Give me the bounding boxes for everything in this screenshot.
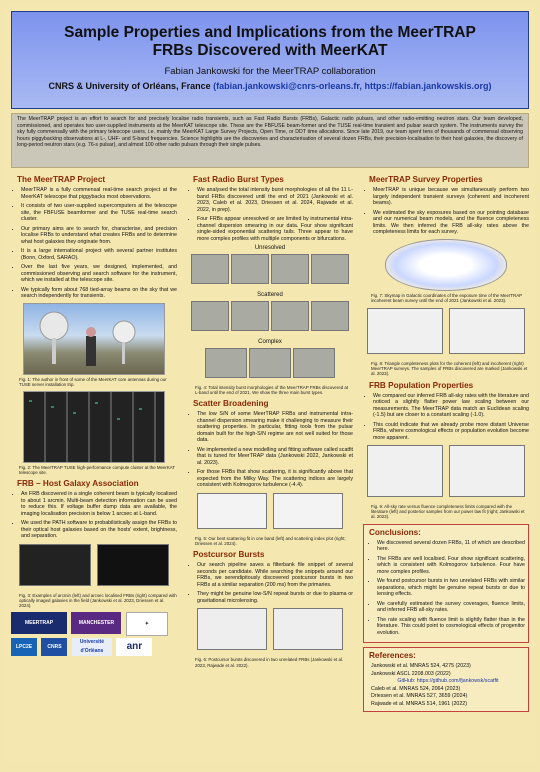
anr-logo: anr [116,638,152,656]
scatter-list [187,411,353,489]
reference-item: Driessen et al. MNRAS 527, 3659 (2024) [371,693,468,700]
postcursor-heading: Postcursor Bursts [193,550,265,560]
author-line: Fabian Jankowski for the MeerTRAP collaboration [164,66,376,77]
abstract: The MeerTRAP project is an effort to search for and precisely localise radio transients, such as Fast Radio Bursts (FRBs), Galactic radio pulsars, and other radio-emitting neutron stars. Our team developed, commissioned, and operates two user-supplied instruments at the MeerKAT telescope site. These are the FBFUSE beam-former and the TUSE real-time transient and pulsar search system. The instruments survey the sky fully commensally with the primary telescope users, i.e. mainly the MeerKAT Large Survey Projects, Open Time, or DDT time allocations. Since late 2019, our team spent tens of thousands of commensal observing hours piggybacking observations at L-, UHF- and S-band frequencies. Science highlights are the discoveries and characterisation of several dozen FRBs, their precision-localisation to their host galaxies, the discovery of long-period neutron stars (e.g. 76-s pulsar), and almost 100 other radio pulsars through their single pulses. [11,113,529,168]
fig5-panels [187,492,353,535]
fig3-arcmin-image [19,544,91,586]
fig7-skymap [385,239,507,291]
burst-panel [231,254,269,284]
postcursor-plot [197,608,267,650]
github-link[interactable]: GitHub: https://github.com/fjankowsk/scatfit [397,678,499,685]
title-line-2: FRBs Discovered with MeerKAT [152,42,388,59]
scatter-heading: Scatter Broadening [193,399,269,409]
list-item: • We analysed the total intensity burst morphologies of all the 11 L-band FRBs discovered until the end of 2021 (Jankowski et al. 2023, Caleb et al. 2023, Driessen et al. 2024, Rajwade et al. 2022, in prep). [197,187,353,213]
affiliation: CNRS & University of Orléans, France [48,81,211,91]
poster [5,5,535,762]
conclusions-box [363,524,529,644]
list-item: • This could indicate that we already probe more distant Universe FRBs, where cosmological effects or population evolution become more apparent. [373,422,529,442]
fig1-antennas-photo [23,303,165,375]
fig5-caption: Fig. 5: Our best scattering fit in one band (left) and scattering index plot (right; Driessen et al. 2024). [195,535,346,547]
burst-panel [191,301,229,331]
manchester-logo: MANCHESTER [71,612,121,634]
reference-item: Jankowski et al. MNRAS 524, 4275 (2023) [371,663,471,670]
coherent-triangle-plot [367,308,443,354]
list-item: • We estimated the sky exposures based on our pointing database and our numerical beam models, and the fluence completeness limits. We then inferred the FRB all-sky rates above the completeness limits for each survey. [373,210,529,236]
references-box [363,647,529,712]
poster-title [12,24,528,60]
meertrap-logo: MEERTRAP [11,612,67,634]
poster-header [11,11,529,109]
complex-label: Complex [258,339,282,345]
fig2-cluster-photo [23,391,165,463]
scattered-panels [187,300,353,337]
complex-panels [187,347,353,384]
host-heading: FRB – Host Galaxy Association [17,479,139,489]
burst-panel [271,254,309,284]
fig8-caption: Fig. 8: Triangle completeness plots for the coherent (left) and incoherent (right) MeerTRAP surveys. The samples of FRBs discovered are marked (Jankowski et al. 2023). [371,360,528,377]
csic-logo: ✦ [126,612,168,636]
orleans-logo: Université d'Orléans [72,638,112,656]
survey-list [363,187,529,236]
burst-panel [205,348,247,378]
reference-item: Caleb et al. MNRAS 524, 2064 (2023) [371,685,461,692]
incoherent-triangle-plot [449,308,525,354]
fig8-panels [363,307,529,360]
burst-panel [191,254,229,284]
antenna-icon [24,304,164,374]
population-heading: FRB Population Properties [369,380,474,390]
fig3-arcsec-image [97,544,169,586]
burst-panel [231,301,269,331]
references-heading: References: [369,651,416,661]
title-line-1: Sample Properties and Implications from the MeerTRAP [64,24,476,41]
list-item: • We discovered several dozen FRBs, 11 of which are described here. [377,540,525,553]
host-list [11,491,177,540]
scattering-fit-plot [197,493,267,529]
cnrs-logo: CNRS [41,638,67,656]
list-item: • We carefully estimated the survey coverages, fluence limits, and inferred FRB all-sky rates. [377,601,525,614]
fig3-caption: Fig. 3: Examples of arcmin (left) and arcsec localised FRBs (right) compared with optically imaged galaxies in the field (Jankowski et al. 2023, Driessen et al. 2024). [19,592,177,609]
reference-item: Jankowski ASCL 2208.003 (2022) [371,670,451,677]
scattered-label: Scattered [257,292,283,298]
meertrap-heading: The MeerTRAP Project [17,175,106,184]
burst-types-list [187,187,353,242]
website-link[interactable]: https://fabian.jankowskis.org) [364,81,492,91]
fig4-caption: Fig. 4: Total intensity burst morphologies of the MeerTRAP FRBs discovered at L-band until the end of 2021. We show the three main burst types. [195,385,349,396]
posterior-corner-plot [449,445,525,497]
list-item: • The FRBs are well localised. Four show significant scattering, which is consistent with Kolmogorov turbulence. Four have more complex profiles. [377,556,525,576]
burst-types-heading: Fast Radio Burst Types [193,175,284,184]
fig6-panels [187,607,353,656]
conclusions-heading: Conclusions: [369,527,421,537]
fig9-panels [363,444,529,503]
fig2-caption: Fig. 2: The MeerTRAP TUSE high-performance compute cluster at the MeerKAT telescope site. [19,464,176,476]
postcursor-list [187,562,353,604]
burst-panel [271,301,309,331]
reference-item: Rajwade et al. MNRAS 514, 1961 (2022) [371,700,467,707]
list-item: • We implemented a new modelling and fitting software called scatfit that is tuned for MeerTRAP data (Jankowski 2022, Jankowski et al. 2023). [197,447,353,467]
population-list [363,393,529,442]
column-2 [187,175,353,672]
list-item: • The rate scaling with fluence limit is slightly flatter than in the literature. This could point to cosmological effects of progenitor evolution. [377,617,525,637]
fig6-caption: Fig. 6: Postcursor bursts discovered in two unrelated FRBs (Jankowski et al. 2023, Rajwade et al. 2022). [195,657,344,668]
list-item: • We typically form about 768 tied-array beams on the sky that we search independently for transients. [21,287,177,300]
fig9-caption: Fig. 9: All-sky rate versus fluence completeness limits compared with the literature (left) and posterior samples from our power law fit (right; Jankowski et al. 2023). [371,504,525,520]
email-link[interactable]: (fabian.jankowski@cnrs-orleans.fr, [213,81,362,91]
list-item: • For those FRBs that show scattering, it is significantly above that expected from the Milky Way. The scattering indices are largely consistent with Kolmogorov turbulence (-4.4). [197,469,353,489]
list-item: • They might be genuine low-S/N repeat bursts or due to plasma or gravitational microlensing. [197,591,353,604]
rate-vs-fluence-plot [367,445,443,497]
meertrap-list [11,187,177,300]
burst-panel [249,348,291,378]
logo-strip [11,612,177,656]
list-item: • It consists of two user-supplied supercomputers at the telescope site, the FBFUSE beamformer and the TUSE real-time search cluster. [21,203,177,223]
list-item: • We used the PATH software to probabilistically assign the FRBs to their optical host galaxies based on the hosts' extent, brightness, and separation. [21,520,177,540]
list-item: • MeerTRAP is a fully commensal real-time search project at the MeerKAT telescope that piggybacks most observations. [21,187,177,200]
list-item: • We compared our inferred FRB all-sky rates with the literature and noticed a slightly flatter power law scaling between our measurements. The MeerTRAP data match an Euclidean scaling (-1.5) but are closer to a constant scaling (-1.0). [373,393,529,419]
list-item: • The low S/N of some MeerTRAP FRBs and instrumental intra-channel dispersion smearing make it challenging to measure their scattering properties. In particular, fitting tools from the pulsar domain built for the high-S/N regime are not well suited for those data. [197,411,353,444]
unresolved-label: Unresolved [254,245,286,251]
survey-heading: MeerTRAP Survey Properties [369,175,483,184]
list-item: • We found postcursor bursts in two unrelated FRBs with similar separations, which might be genuine repeat bursts or due to lensing effects. [377,578,525,598]
affiliation-line [12,81,528,91]
list-item: • It is a large international project with several partner institutes (Bonn, Oxford, SARAO). [21,248,177,261]
column-3 [363,175,529,712]
lpc2e-logo: LPC2E [11,638,37,656]
conclusions-list [367,540,525,637]
scattering-index-plot [273,493,343,529]
list-item: • Our primary aims are to search for, characterise, and precision localise FRBs to understand what creates FRBs and to determine what host galaxies they originate from. [21,226,177,246]
list-item: • MeerTRAP is unique because we simultaneously perform two largely independent transient surveys (coherent and incoherent beams). [373,187,529,207]
list-item: • An FRB discovered in a single coherent beam is typically localised to about 1 arcmin. Multi-beam detection information can be used to reduce this. If voltage buffer dump data are available, the imaging localisation precision is below 1 arcsec at L-band. [21,491,177,517]
fig3-panels [11,543,177,592]
unresolved-panels [187,253,353,290]
list-item: • Our search pipeline saves a filterbank file snippet of several seconds per candidate. While searching the snippets around our FRBs, we serendipitously discovered postcursor bursts in two FRBs at a similar separation (200 ms) from the primaries. [197,562,353,588]
burst-panel [311,254,349,284]
fig7-caption: Fig. 7: Skymap in Galactic coordinates of the exposure time of the MeerTRAP incoherent beam survey until the end of 2021 (Jankowski et al. 2023). [371,292,522,303]
list-item: • Four FRBs appear unresolved or are limited by instrumental intra-channel dispersion smearing in our data. Four show significant single-sided exponential scattering tails. Three appear to have more complex profiles with multiple components or bifurcations. [197,216,353,242]
column-1 [11,175,177,656]
fig1-caption: Fig. 1: The author in front of some of the MeerKAT core antennas during our TUSE server installation trip. [19,376,167,387]
server-rack-icon [24,392,164,462]
burst-panel [311,301,349,331]
burst-panel [293,348,335,378]
list-item: • Over the last five years, we designed, implemented, and commissioned observing and search software for the instrument, which we installed at the telescope site. [21,264,177,284]
postcursor-plot [273,608,343,650]
